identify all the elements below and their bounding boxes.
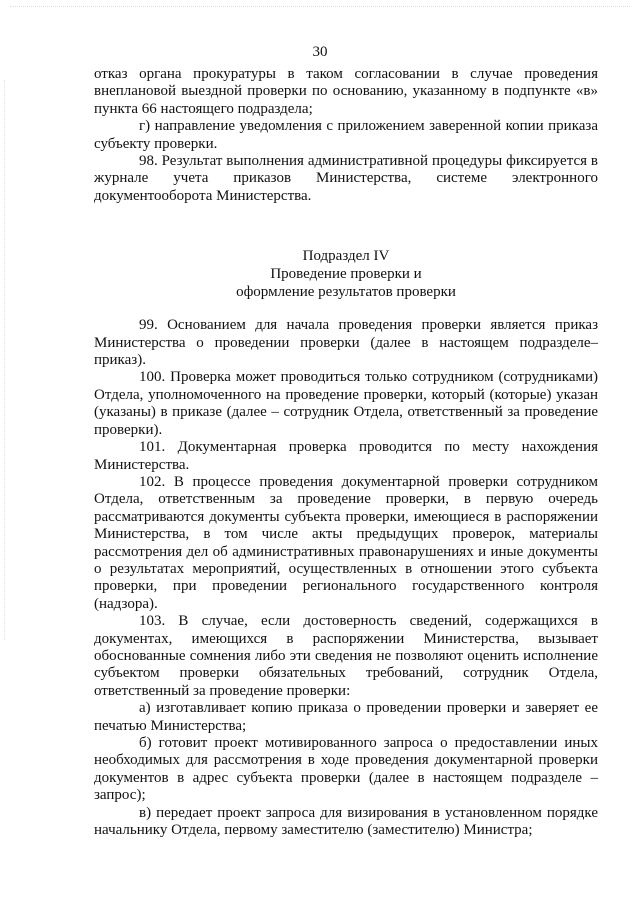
paragraph-item-a: а) изготавливает копию приказа о проведении проверки и заверяет ее печатью Министерства; xyxy=(94,700,598,734)
paragraph-item-v: в) передает проект запроса для визирования в установленном порядке начальнику Отдела, первому заместителю (заместителю) Министра; xyxy=(94,804,598,839)
paragraph-101: 101. Документарная проверка проводится по месту нахождения Министерства. xyxy=(94,439,598,473)
page-number: 30 xyxy=(312,44,328,60)
document-body xyxy=(94,66,598,839)
paragraph-100: 100. Проверка может проводиться только сотрудником (сотрудниками) Отдела, уполномоченного на проведение проверки, который (которые) указан (указаны) в приказе (далее – сотрудник Отдела, ответственный за проведение проверки). xyxy=(94,369,598,438)
paragraph-item-b: б) готовит проект мотивированного запроса о предоставлении иных необходимых для рассмотрения в ходе проведения документарной проверки документов в адрес субъекта проверки (далее в настоящем подразделе – запрос); xyxy=(94,735,598,804)
heading-line-1: Подраздел IV xyxy=(302,248,390,265)
scan-artifact-top xyxy=(10,6,630,11)
paragraph-99: 99. Основанием для начала проведения проверки является приказ Министерства о проведении проверки (далее в настоящем подразделе– приказ). xyxy=(94,317,598,369)
paragraph-102: 102. В процессе проведения документарной проверки сотрудником Отдела, ответственным за проведение проверки, в первую очередь рассматриваются документы субъекта проверки, имеющиеся в распоряжении Министерства, в том числе акты предыдущих проверок, материалы рассмотрения дел об административных правонарушениях и иные документы о результатах мероприятий, осуществленных в отношении этого субъекта проверки, при проведении регионального государственного контроля (надзора). xyxy=(94,473,598,612)
paragraph-item-g: г) направление уведомления с приложением заверенной копии приказа субъекту проверки. xyxy=(94,118,598,152)
scan-artifact-left xyxy=(4,80,7,640)
paragraph-continuation: отказ органа прокуратуры в таком согласовании в случае проведения внеплановой выездной проверки по основанию, указанному в подпункте «в» пункта 66 настоящего подраздела; xyxy=(94,66,598,117)
heading-line-3: оформление результатов проверки xyxy=(236,284,456,301)
paragraph-98: 98. Результат выполнения административной процедуры фиксируется в журнале учета приказов Министерства, системе электронного документооборота Министерства. xyxy=(94,153,598,204)
heading-line-2: Проведение проверки и xyxy=(270,266,422,283)
section-heading xyxy=(94,247,598,301)
paragraph-103: 103. В случае, если достоверность сведений, содержащихся в документах, имеющихся в распоряжении Министерства, вызывает обоснованные сомнения либо эти сведения не позволяют оценить исполнение субъектом проверки обязательных требований, сотрудник Отдела, ответственный за проведение проверки: xyxy=(94,613,598,699)
